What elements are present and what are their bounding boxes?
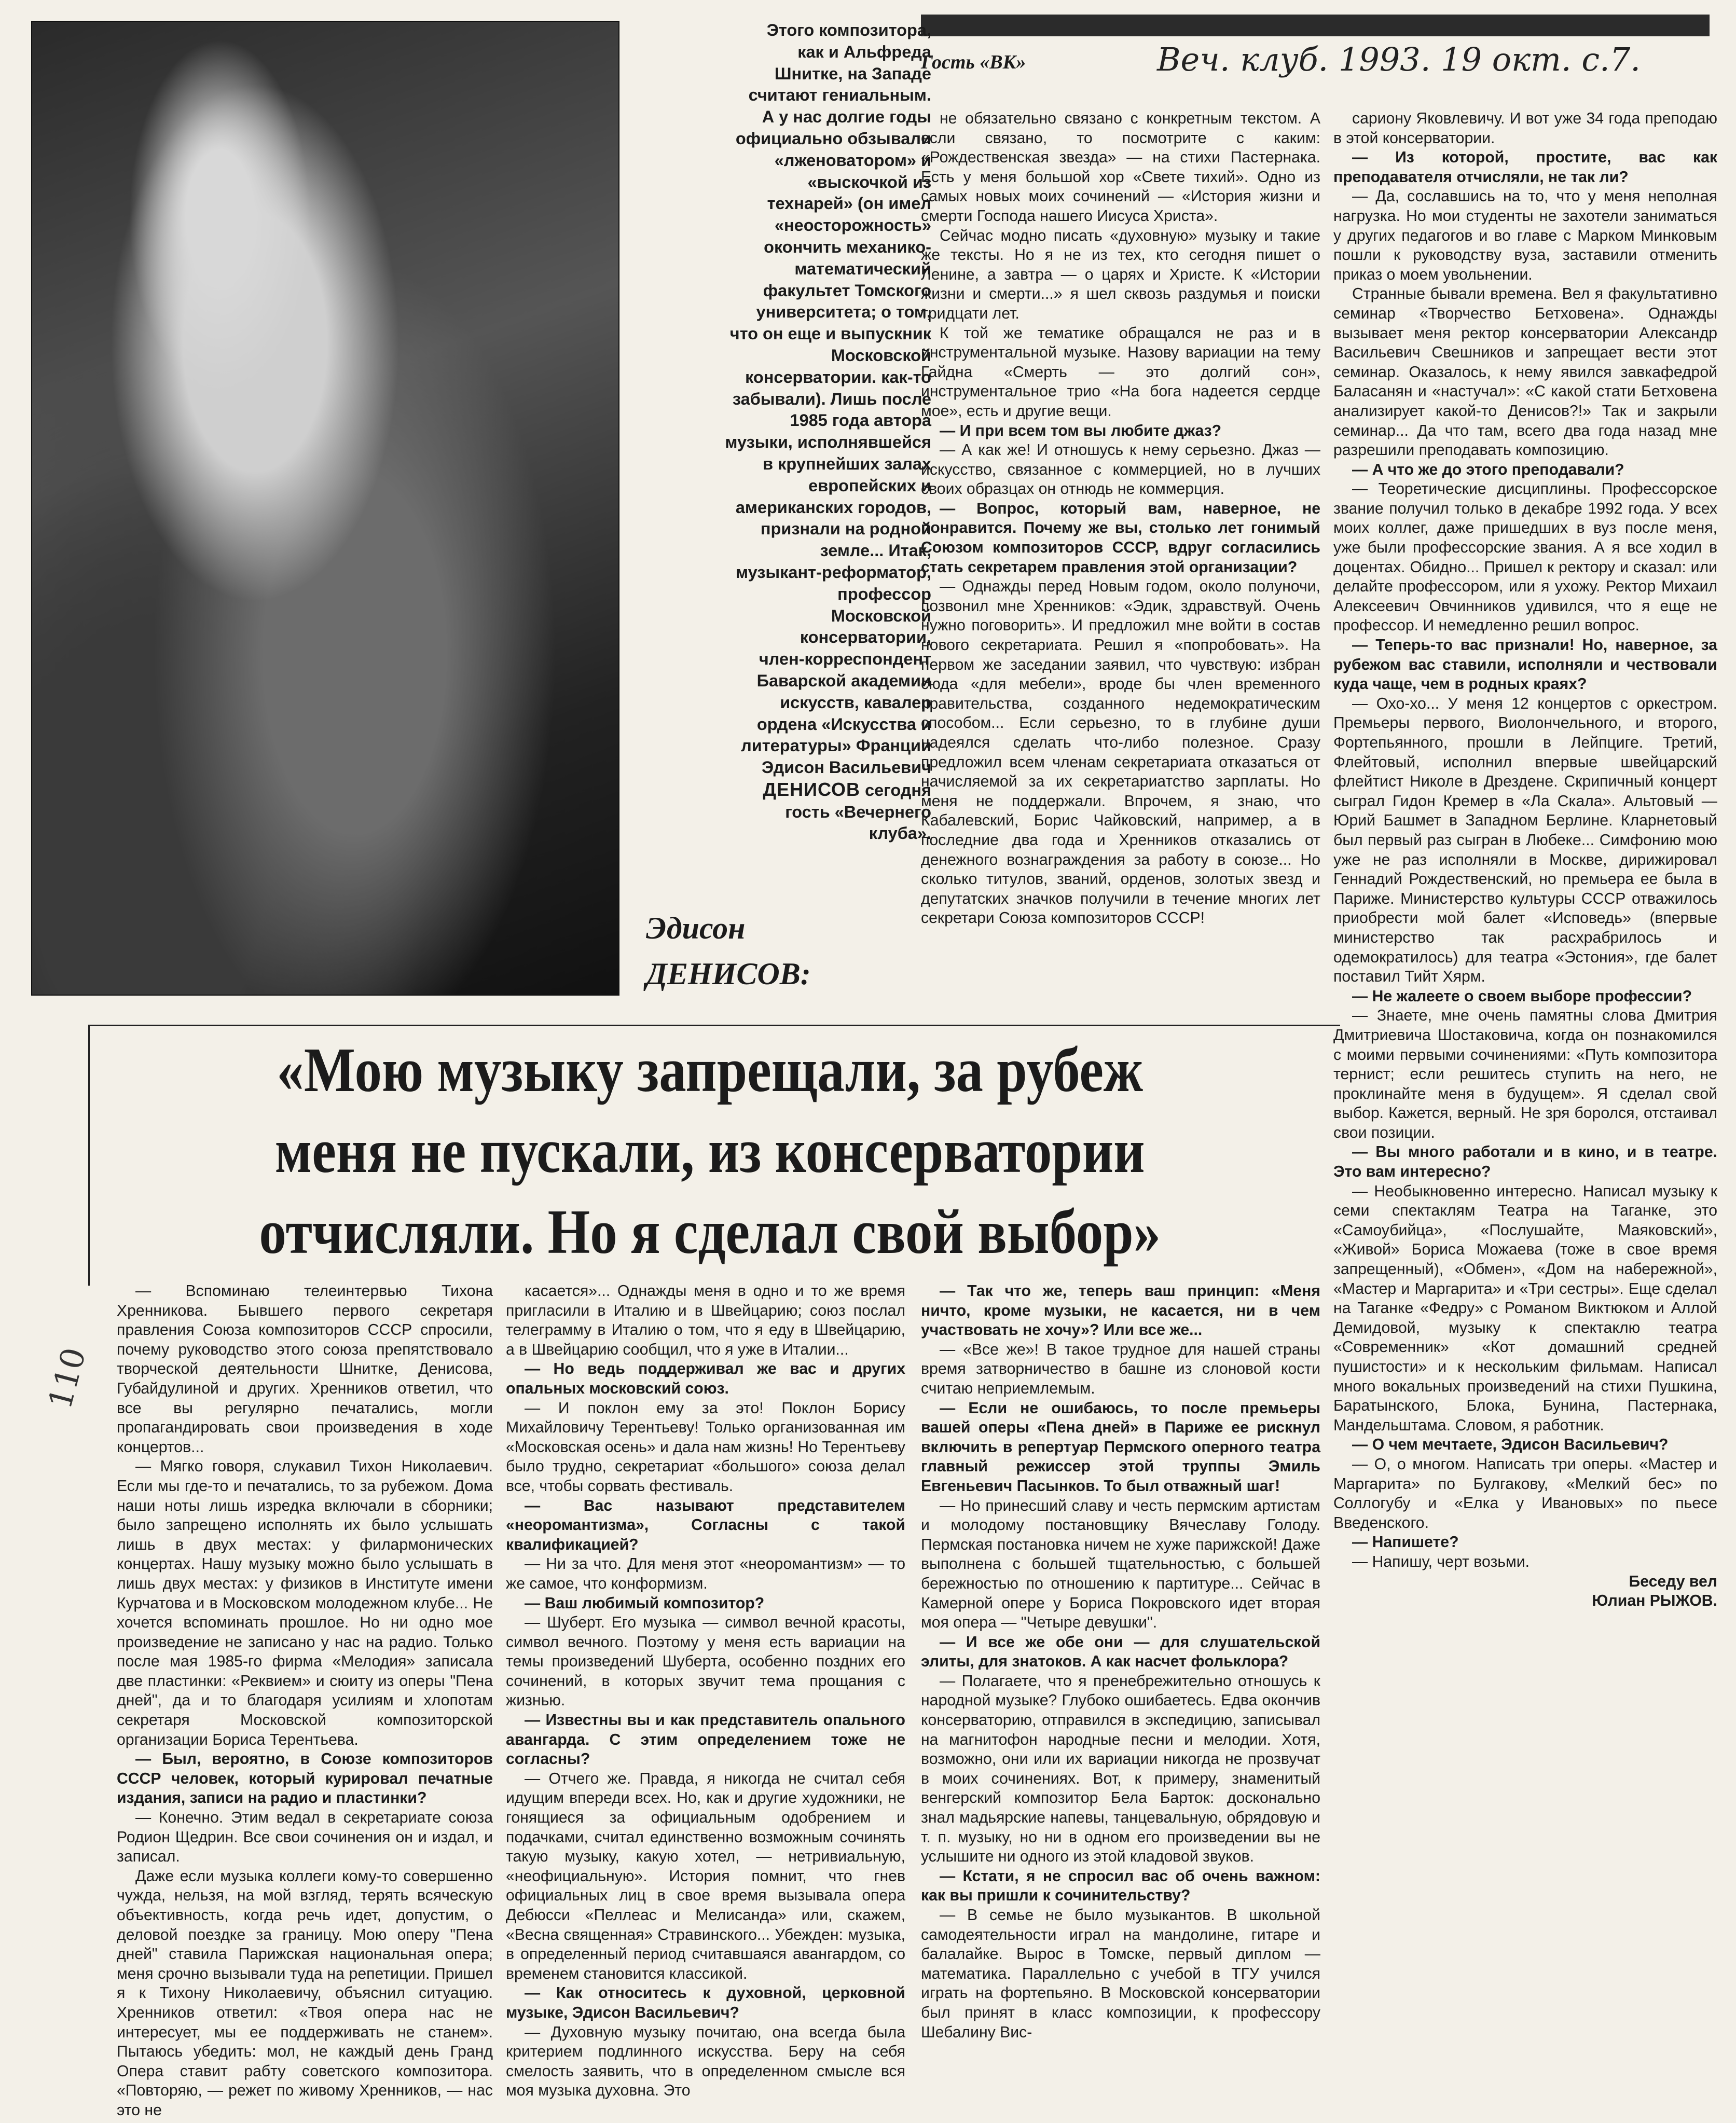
intro-line: в крупнейших залах bbox=[763, 454, 931, 473]
interview-question: — Ваш любимый композитор? bbox=[525, 1594, 765, 1612]
interview-question: — О чем мечтаете, Эдисон Васильевич? bbox=[1352, 1436, 1669, 1454]
intro-line: «выскочкой из bbox=[807, 172, 931, 191]
intro-line: европейских и bbox=[808, 476, 931, 495]
intro-line: А у нас долгие годы bbox=[762, 107, 931, 127]
intro-line: официально обзывали bbox=[735, 129, 931, 148]
author-last-name: ДЕНИСОВ: bbox=[646, 957, 811, 991]
interview-answer: Сейчас модно писать «духовную» музыку и такие же тексты. Но я не из тех, кто сегодня пишет о Ленине, а завтра — о царях и Христе. К «Истории жизни и смерти...» я шел сквозь раздумья и поиски тридцати лет. bbox=[921, 227, 1320, 322]
interview-question: — Известны вы и как представитель опального авангарда. С этим определением тоже не согласны? bbox=[506, 1712, 905, 1768]
intro-line: член-корреспондент bbox=[759, 650, 931, 669]
interview-answer: не обязательно связано с конкретным текстом. А если связано, то посмотрите с каким: «Рождественская звезда» — на стихи Пастернака. Есть у меня большой хор «Свете тихий». Одно из самых новых моих сочинений — «История жизни и смерти Господа нашего Иисуса Христа». bbox=[921, 110, 1320, 225]
intro-line: что он еще и выпускник bbox=[729, 324, 931, 343]
headline-line3: отчисляли. Но я сделал свой выбор» bbox=[259, 1197, 1161, 1267]
interview-question: — Как относитесь к духовной, церковной музыке, Эдисон Васильевич? bbox=[506, 1984, 905, 2021]
interview-question: — Вопрос, который вам, наверное, не понравится. Почему же вы, столько лет гонимый Союзом композиторов СССР, вдруг согласились стать секретарем правления этой организации? bbox=[921, 500, 1320, 576]
interview-question: — Так что же, теперь ваш принцип: «Меня ничто, кроме музыки, не касается, ни в чем участвовать не хочу»? Или все же... bbox=[921, 1283, 1320, 1339]
column-right bbox=[1333, 109, 1717, 1611]
interview-answer: — Ни за что. Для меня этот «неоромантизм» — то же самое, что конформизм. bbox=[506, 1555, 905, 1592]
headline bbox=[99, 1030, 1321, 1273]
interview-question: — Если не ошибаюсь, то после премьеры вашей оперы «Пена дней» в Париже ее рискнул включить в репертуар Пермского оперного театра главный режиссер этой труппы Эмиль Евгеньевич Пасынков. То был отважный шаг! bbox=[921, 1399, 1320, 1495]
interview-question: — Не жалеете о своем выборе профессии? bbox=[1352, 987, 1692, 1005]
intro-line: технарей» (он имел bbox=[767, 194, 931, 213]
handwritten-note: Веч. клуб. 1993. 19 окт. с.7. bbox=[1157, 40, 1641, 78]
interview-answer: — О, о многом. Написать три оперы. «Мастер и Маргарита» по Булгакову, «Мелкий бес» по Соллогубу и «Елка у Ивановых» по пьесе Введенского. bbox=[1333, 1455, 1717, 1532]
interview-answer: касается»... Однажды меня в одно и то же время пригласили в Италию и в Швейцарию; союз послал телеграмму в Италию о том, что я еду в Швейцарию, а в Швейцарию сообщил, что я уже в Италии... bbox=[506, 1283, 905, 1358]
interview-question: — Кстати, я не спросил вас об очень важном: как вы пришли к сочинительству? bbox=[921, 1867, 1320, 1905]
intro-line: литературы» Франции bbox=[741, 736, 931, 755]
intro-tail bbox=[641, 779, 931, 802]
interview-question: — Из которой, простите, вас как преподавателя отчисляли, не так ли? bbox=[1333, 149, 1717, 186]
intro-tail-line3: клуба». bbox=[869, 824, 931, 843]
interview-question: — Вы много работали и в кино, и в театре. Это вам интересно? bbox=[1333, 1143, 1717, 1181]
intro-text bbox=[641, 20, 931, 845]
column-right-body bbox=[1333, 109, 1717, 1572]
interview-answer: — Духовную музыку почитаю, она всегда была критерием подлинного искусства. Беру на себя смелость заявить, что в определенном смысле вся моя музыка духовна. Это bbox=[506, 2023, 905, 2100]
intro-lines bbox=[641, 20, 931, 779]
intro-line: Московской bbox=[831, 346, 931, 365]
intro-line: забывали). Лишь после bbox=[732, 389, 931, 408]
intro-tail-rest: сегодня bbox=[860, 780, 931, 799]
intro-line: музыкант-реформатор, bbox=[735, 562, 931, 582]
interview-answer: — Знаете, мне очень памятны слова Дмитрия Дмитриевича Шостаковича, когда он познакомился с моими первыми сочинениями: «Путь композитора тернист; если решитесь ступить на него, не проклинайте меня в будущем». Я сделал свой выбор. Кажется, верный. Не зря боролся, отстаивал свои позиции. bbox=[1333, 1007, 1717, 1141]
intro-line: математический bbox=[794, 259, 931, 278]
portrait-photo bbox=[31, 21, 619, 996]
intro-line: Эдисон Васильевич bbox=[761, 758, 931, 777]
column-3 bbox=[921, 1281, 1320, 2042]
interview-answer: — Охо-хо... У меня 12 концертов с оркестром. Премьеры первого, Виолончельного, и второго, Фортепьянного, прошли в Лейпциге. Третий, Флейтовый, исполнил впервые швейцарский флейтист Николе в Дрездене. Скрипичный концерт сыграл Гидон Кремер в «Ла Скала». Альтовый — Юрий Башмет в Западном Берлине. Кларнетовый был первый раз сыгран в Любеке... Симфонию мою уже не раз исполняли в Москве, дирижировал Геннадий Рождественский, но премьера ее была в Париже. Министерство культуры СССР отважилось приобрести мой балет «Исповедь» (впервые министерство так расхрабрилось и одемократилось) для театра «Эстония», где балет поставил Тийт Хярм. bbox=[1333, 695, 1717, 986]
intro-line: Баварской академии bbox=[756, 671, 931, 690]
interview-answer: Даже если музыка коллеги кому-то совершенно чужда, нельзя, на мой взгляд, терять всяческую объективность, когда речь идет, допустим, о деловой поездке за границу. Мою оперу "Пена дней" ставила Парижская национальная опера; меня срочно вызывали туда на репетиции. Пришел я к Тихону Николаевичу, объяснил ситуацию. Хренников ответил: «Твоя опера нас не интересует, мы ее поддерживать не станем». Пытаюсь убедить: мол, не каждый день Гранд Опера ставит рабту советского композитора. «Повторяю, — режет по живому Хренников, — нас это не bbox=[117, 1867, 493, 2119]
interview-answer: Странные бывали времена. Вел я факультативно семинар «Творчество Бетховена». Однажды вызывает меня ректор консерватории Александр Васильевич Свешников и запрещает вести этот семинар. Оказалось, к нему явился завкафедрой Баласанян и «настучал»: «С какой стати Бетховена анализирует какой-то Денисов?!» Так и закрыли семинар... Да что там, всего два года назад мне разрешили преподавать композицию. bbox=[1333, 285, 1717, 459]
intro-line: факультет Томского bbox=[763, 281, 931, 300]
margin-handwritten-number: 110 bbox=[40, 1343, 93, 1413]
intro-line: окончить механико- bbox=[764, 237, 931, 256]
interview-question: — Вас называют представителем «неоромантизма», Согласны с такой квалификацией? bbox=[506, 1497, 905, 1553]
interview-answer: — Напишу, черт возьми. bbox=[1352, 1553, 1530, 1570]
intro-line: 1985 года автора bbox=[790, 411, 931, 430]
interview-question: — И все же обе они — для слушательской элиты, для знатоков. А как насчет фольклора? bbox=[921, 1633, 1320, 1671]
interview-answer: — Но принесший славу и честь пермским артистам и молодому постановщику Вячеславу Голоду. Пермская постановка ничем не хуже парижской! Даже выполнена с большей тщательностью, с большей бережностью по отношению к партитуре... Сейчас в Камерной опере у Бориса Покровского идет вторая моя опера — "Четыре девушки". bbox=[921, 1497, 1320, 1632]
interview-question: — И при всем том вы любите джаз? bbox=[940, 422, 1222, 439]
column-2 bbox=[506, 1281, 905, 2101]
column-1 bbox=[117, 1281, 493, 2120]
interview-answer: — А как же! И отношусь к нему серьезно. Джаз — искусство, связанное с коммерцией, но в лучших своих образцах он отнюдь не коммерция. bbox=[921, 442, 1320, 498]
author-first-name: Эдисон bbox=[646, 911, 746, 945]
interview-question: — Напишете? bbox=[1352, 1534, 1459, 1551]
intro-line: Этого композитора, bbox=[766, 21, 931, 39]
rubric: Гость «ВК» bbox=[921, 51, 1026, 73]
author-name bbox=[646, 905, 890, 997]
interview-answer: — Конечно. Этим ведал в секретариате союза Родион Щедрин. Все свои сочинения он и издал, и записал. bbox=[117, 1809, 493, 1866]
intro-surname: ДЕНИСОВ bbox=[763, 778, 861, 800]
intro-line: музыки, исполнявшейся bbox=[725, 433, 931, 452]
intro-line: признали на родной bbox=[760, 519, 931, 539]
interview-question: — Был, вероятно, в Союзе композиторов СССР человек, который курировал печатные издания, записи на радио и пластинки? bbox=[117, 1750, 493, 1807]
intro-line: Шнитке, на Западе bbox=[774, 64, 931, 83]
interview-question: — Но ведь поддерживал же вас и других опальных московский союз. bbox=[506, 1360, 905, 1397]
intro-line: «лженоватором» и bbox=[774, 150, 931, 170]
interview-answer: — Полагаете, что я пренебрежительно отношусь к народной музыке? Глубоко ошибаетесь. Едва окончив консерваторию, отправился в экспедицию, записывал на магнитофон народные песни и мелодии. Хотя, возможно, они или их вариации никогда не прозвучат в моих сочинениях. Вот, к примеру, знаменитый венгерский композитор Бела Барток: досконально знал мадьярские напевы, танцевальную, обрядовую и т. п. музыку, но ни в одном его произведении вы не услышите ни одного из этой кладовой звуков. bbox=[921, 1672, 1320, 1866]
interview-answer: — «Все же»! В такое трудное для нашей страны время затворничество в башне из слоновой кости считаю неприемлемым. bbox=[921, 1341, 1320, 1397]
intro-line: университета; о том, bbox=[756, 302, 931, 322]
intro-line: как и Альфреда bbox=[797, 42, 931, 61]
interview-answer: — Вспоминаю телеинтервью Тихона Хренникова. Бывшего первого секретаря правления Союза композиторов СССР спросили, почему руководство этого союза препятствовало творческой деятельности Шнитке, Денисова, Губайдулиной и других. Хренников ответил, что все вы регулярно печатались, могли пропагандировать свои произведения в ходе концертов... bbox=[117, 1283, 493, 1456]
intro-line: «неосторожность» bbox=[774, 216, 931, 235]
interview-answer: — Необыкновенно интересно. Написал музыку к семи спектаклям Театра на Таганке, это «Самоубийца», «Послушайте, Маяковский», «Живой» Бориса Можаева (тоже в свое время запрещенный), «Обмен», «Дом на набережной», «Мастер и Маргарита» и «Три сестры». Еще сделал на Таганке «Федру» с Романом Виктюком и Аллой Демидовой, музыку к спектаклю театра «Современник» «Кот домашний средней пушистости» и к нескольким фильмам. Написал много вокальных произведений на стихи Пушкина, Баратынского, Блока, Бунина, Пастернака, Мандельштама. Словом, я работник. bbox=[1333, 1182, 1717, 1434]
interview-answer: — Однажды перед Новым годом, около полуночи, позвонил мне Хренников: «Эдик, здравствуй. Очень нужно поговорить». И предложил мне войти в состав нового секретариата. Решил я «попробовать». На первом же заседании заявил, что чувствую: избран сюда «для мебели», вроде бы член временного правительства, созданного недемократическим способом... Если серьезно, то в глубине души надеялся сделать что-либо полезное. Сразу предложил всем членам секретариата отказаться от начисляемой за их секретариатство зарплаты. Но меня не поддержали. Впрочем, я знаю, что Кабалевский, Борис Чайковский, например, а в последние два года и Хренников отказались от денежного вознаграждения за работу в союзе... Но сколько титулов, званий, орденов, золотых звезд и депутатских значков получили в течение многих лет секретари Союза композиторов СССР! bbox=[921, 578, 1320, 927]
intro-line: консерватории. как-то bbox=[745, 367, 931, 387]
intro-line: считают гениальным. bbox=[748, 86, 931, 105]
intro-tail-line2: гость «Вечернего bbox=[785, 802, 931, 821]
intro-line: Московской bbox=[831, 606, 931, 625]
interview-question: — А что же до этого преподавали? bbox=[1352, 461, 1624, 478]
column-top-middle bbox=[921, 109, 1320, 928]
intro-line: консерватории, bbox=[800, 628, 931, 647]
interview-question: — Теперь-то вас признали! Но, наверное, за рубежом вас ставили, исполняли и чествовали куда чаще, чем в родных краях? bbox=[1333, 637, 1717, 693]
interview-answer: — Да, сославшись на то, что у меня неполная нагрузка. Но мои студенты не захотели заниматься у других педагогов и во главе с Марком Минковым пошли к руководству вуза, заставили отменить приказ о моем увольнении. bbox=[1333, 188, 1717, 283]
headline-line2: меня не пускали, из консерватории bbox=[274, 1116, 1145, 1186]
interview-answer: К той же тематике обращался не раз и в инструментальной музыке. Назову вариации на тему Гайдна «Смерть — это долгий сон», инструментальное трио «На бога надеется сердце мое», есть и другие вещи. bbox=[921, 324, 1320, 420]
signature-line2: Юлиан РЫЖОВ. bbox=[1592, 1592, 1717, 1610]
interview-answer: — Мягко говоря, слукавил Тихон Николаевич. Если мы где-то и печатались, то за рубежом. Дома наши ноты лишь изредка включали в сборники; было запрещено исполнять их было услышать лишь в двух местах: у филармонических концертах. Нашу музыку можно было услышать в лишь двух местах: у физиков в Институте имени Курчатова и в Московском молодежном клубе... Не хочется вспоминать прошлое. Но ни одно мое произведение не записано у нас на радио. Только после мая 1985-го фирма «Мелодия» записала две пластинки: «Реквием» и сюиту из оперы "Пена дней", да и то благодаря усилиям и хлопотам секретаря Московской композиторской организации Бориса Терентьева. bbox=[117, 1458, 493, 1748]
intro-line: земле... Итак, bbox=[820, 541, 931, 560]
interview-answer: — И поклон ему за это! Поклон Борису Михайловичу Терентьеву! Только организованная им «Московская осень» и дала нам жизнь! Но Терентьеву было трудно, секретариат «большого» союза делал все, чтобы сорвать фестиваль. bbox=[506, 1399, 905, 1495]
intro-line: ордена «Искусства и bbox=[756, 714, 931, 734]
intro-line: профессор bbox=[837, 584, 931, 603]
intro-line: американских городов, bbox=[735, 498, 931, 517]
interview-answer: — Отчего же. Правда, я никогда не считал себя идущим впереди всех. Но, как и другие художники, не гонящиеся за официальным одобрением и подачками, считал единственно возможным сочинять такую музыку, какую хотел, — нетривиальную, «неофициальную». История помнит, что гнев официальных лиц в свое время вызывала опера Дебюсси «Пеллеас и Мелисанда» или, скажем, «Весна священная» Стравинского... Убежден: музыка, в определенный период считавшаяся авангардом, со временем становится классикой. bbox=[506, 1770, 905, 1982]
header-rule bbox=[921, 15, 1710, 36]
interview-answer: — В семье не было музыкантов. В школьной самодеятельности играл на мандолине, гитаре и балалайке. Вырос в Томске, первый диплом — математика. Параллельно с учебой в ТГУ учился играть на фортепьяно. В Московской консерватории был принят в класс композиции, к профессору Шебалину Вис- bbox=[921, 1907, 1320, 2041]
headline-line1: «Мою музыку запрещали, за рубеж bbox=[277, 1035, 1143, 1105]
interview-answer: — Теоретические дисциплины. Профессорское звание получил только в декабре 1992 года. У всех моих коллег, даже пришедших в вуз после меня, уже были профессорские звания. А я все ходил в доцентах. Обидно... Пришел к ректору и сказал: или делайте профессором, или я ухожу. Ректор Михаил Алексеевич Овчинников удивился, что я еще не профессор. И немедленно решил вопрос. bbox=[1333, 480, 1717, 635]
signature-line1: Беседу вел bbox=[1629, 1573, 1717, 1590]
intro-line: искусств, кавалер bbox=[780, 693, 931, 712]
interview-answer: сариону Яковлевичу. И вот уже 34 года преподаю в этой консерватории. bbox=[1333, 110, 1717, 147]
interview-answer: — Шуберт. Его музыка — символ вечной красоты, символ вечного. Поэтому у меня есть вариации на темы произведений Шуберта, особенно поздних его сочинений, в которых звучит тема прощания с жизнью. bbox=[506, 1614, 905, 1710]
